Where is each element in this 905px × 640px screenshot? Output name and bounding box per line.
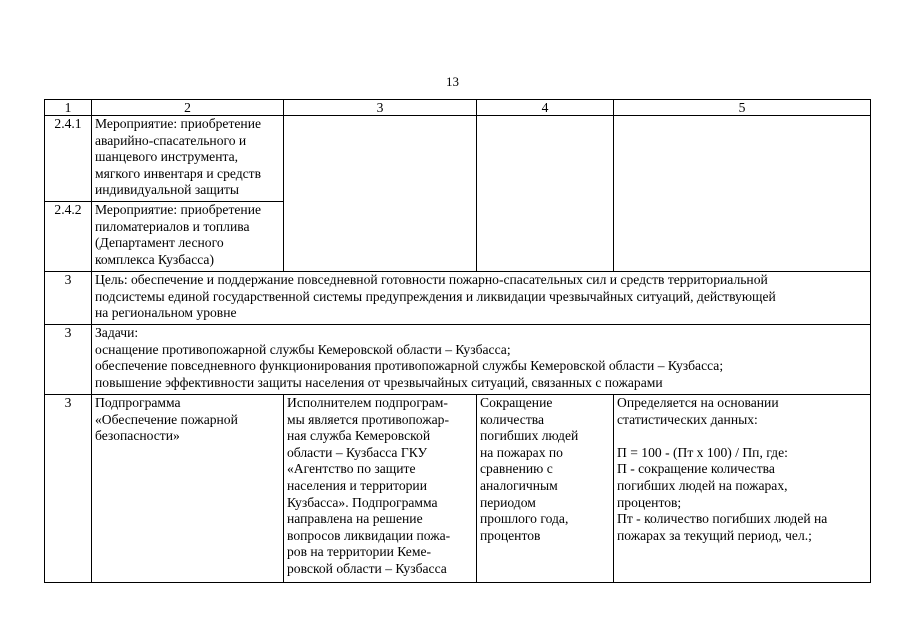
text-line: прошлого года,	[480, 511, 569, 527]
text-line: Мероприятие: приобретение	[95, 116, 262, 131]
formula-line: П = 100 - (Пт х 100) / Пп, где:	[617, 444, 788, 460]
tasks-text	[92, 325, 871, 395]
row-number: 2.4.2	[45, 202, 92, 272]
empty-cell-col4	[477, 116, 614, 272]
text-line: ровской области – Кузбасса	[287, 560, 447, 576]
text-line: индивидуальной защиты	[95, 182, 240, 198]
page-number: 13	[446, 74, 459, 89]
column-header-3: 3	[284, 100, 477, 116]
activity-description	[92, 202, 284, 272]
row-number: 3	[45, 395, 92, 583]
text-line: повышение эффективности защиты населения от чрезвычайных ситуаций, связанных с пожарами	[95, 374, 663, 390]
text-line: направлена на решение	[287, 511, 423, 527]
text-line: «Агентство по защите	[287, 461, 416, 477]
text-line: статистических данных:	[617, 411, 758, 427]
text-line: обеспечение повседневного функционирования противопожарной службы Кемеровской области – Кузбасса;	[95, 358, 724, 374]
text-line: аналогичным	[480, 477, 558, 493]
text-line: пиломатериалов и топлива	[95, 218, 250, 234]
text-line: «Обеспечение пожарной	[95, 411, 238, 427]
text-line: ров на территории Кеме-	[287, 544, 432, 560]
activity-description	[92, 116, 284, 202]
text-line: оснащение противопожарной службы Кемеровской области – Кузбасса;	[95, 341, 511, 357]
text-line: пожарах за текущий период, чел.;	[617, 527, 812, 543]
text-line: погибших людей на пожарах,	[617, 477, 788, 493]
text-line: шанцевого инструмента,	[95, 149, 239, 165]
text-line: области – Кузбасса ГКУ	[287, 444, 428, 460]
text-line: (Департамент лесного	[95, 235, 224, 251]
text-line: процентов	[480, 527, 541, 543]
text-line: Определяется на основании	[617, 395, 779, 410]
subprogram-name	[92, 395, 284, 583]
text-line: мы является противопожар-	[287, 411, 449, 427]
program-table	[44, 99, 871, 583]
text-line: сравнению с	[480, 461, 553, 477]
text-line: Задачи:	[95, 325, 139, 340]
column-header-2: 2	[92, 100, 284, 116]
column-header-5: 5	[614, 100, 871, 116]
empty-cell-col5	[614, 116, 871, 272]
text-line: П - сокращение количества	[617, 461, 775, 477]
text-line: на региональном уровне	[95, 305, 237, 321]
table-row-goal	[45, 272, 871, 325]
text-line: процентов;	[617, 494, 682, 510]
text-line: на пожарах по	[480, 444, 563, 460]
text-line: Исполнителем подпрограм-	[287, 395, 448, 410]
text-line: комплекса Кузбасса)	[95, 251, 214, 267]
blank-line	[617, 428, 867, 445]
text-line: периодом	[480, 494, 536, 510]
table-header-row	[45, 100, 871, 116]
text-line: аварийно-спасательного и	[95, 132, 247, 148]
text-line: Мероприятие: приобретение	[95, 202, 262, 217]
row-number: 3	[45, 272, 92, 325]
empty-cell-col3	[284, 116, 477, 272]
text-line: Пт - количество погибших людей на	[617, 511, 828, 527]
row-number: 2.4.1	[45, 116, 92, 202]
text-line: безопасности»	[95, 428, 180, 444]
text-line: Подпрограмма	[95, 395, 181, 410]
text-line: ная служба Кемеровской	[287, 428, 431, 444]
text-line: мягкого инвентаря и средств	[95, 165, 262, 181]
table-row-subprogram	[45, 395, 871, 583]
text-line: погибших людей	[480, 428, 579, 444]
column-header-4: 4	[477, 100, 614, 116]
column-header-1: 1	[45, 100, 92, 116]
text-line: Цель: обеспечение и поддержание повседневной готовности пожарно-спасательных сил и средств территориальной	[95, 272, 768, 287]
subprogram-executor	[284, 395, 477, 583]
target-indicator	[477, 395, 614, 583]
row-number: 3	[45, 325, 92, 395]
text-line: подсистемы единой государственной системы предупреждения и ликвидации чрезвычайных ситуаций, действующей	[95, 288, 776, 304]
text-line: населения и территории	[287, 477, 427, 493]
calculation-method	[614, 395, 871, 583]
text-line: вопросов ликвидации пожа-	[287, 527, 451, 543]
goal-text	[92, 272, 871, 325]
table-row-2-4-1	[45, 116, 871, 202]
table-row-tasks	[45, 325, 871, 395]
text-line: Кузбасса». Подпрограмма	[287, 494, 438, 510]
text-line: количества	[480, 411, 545, 427]
text-line: Сокращение	[480, 395, 553, 410]
